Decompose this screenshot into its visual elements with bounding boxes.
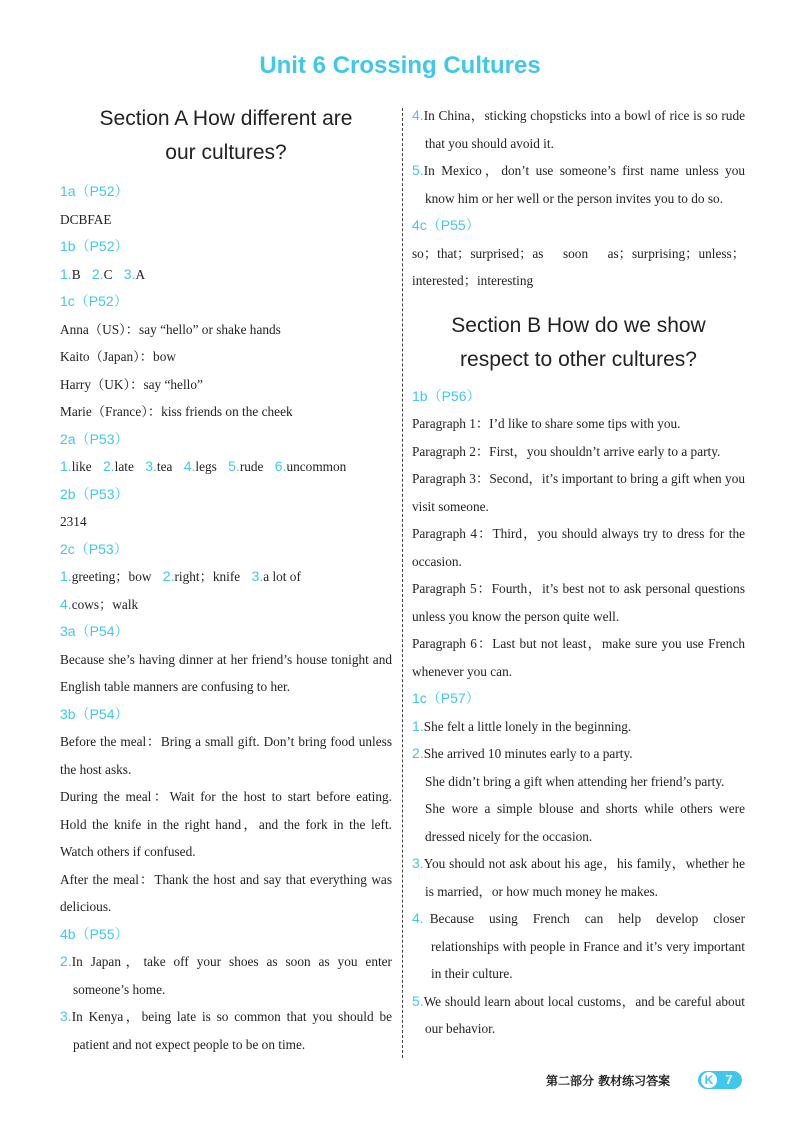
heading-2a: 2a（P53） xyxy=(60,430,129,447)
heading-1b: 1b（P52） xyxy=(60,238,129,254)
heading-4b: 4b（P55） xyxy=(60,925,129,942)
paragraph-answer: Paragraph 6：Last but not least，make sure you use French whenever you can. xyxy=(412,636,745,679)
answer-value: rude xyxy=(239,459,264,474)
item-number: 5. xyxy=(228,458,240,474)
item-number: 2. xyxy=(60,953,72,969)
item-number: 2. xyxy=(162,568,175,584)
answer-value: like xyxy=(71,459,92,474)
answer-text: In Mexico，don’t use someone’s first name unless you know him or her well or the person invites you to do so. xyxy=(423,163,745,206)
item-number: 2. xyxy=(102,458,115,474)
paragraph-answer: Paragraph 2：First，you shouldn’t arrive early to a party. xyxy=(412,443,721,459)
item-number: 3. xyxy=(60,1008,72,1024)
answer-1c-item xyxy=(412,850,745,905)
answer-2b: 2314 xyxy=(60,514,87,529)
answer-1c-subline: She didn’t bring a gift when attending her friend’s party. xyxy=(425,773,725,789)
answer-text: She arrived 10 minutes early to a party. xyxy=(423,746,633,761)
answer-text: You should not ask about his age，his family，whether he is married，or how much money he makes. xyxy=(423,856,745,899)
answer-1c-item xyxy=(412,713,745,741)
item-number: 1. xyxy=(60,265,72,282)
answer-value: greeting；bow xyxy=(71,569,152,584)
paragraph-answer: Paragraph 3：Second，it’s important to bring a gift when you visit someone. xyxy=(412,471,745,514)
heading-1a: 1a（P52） xyxy=(60,183,129,199)
item-number: 3. xyxy=(145,458,157,474)
answer-value: A xyxy=(135,266,146,282)
answer-1c-subline: She wore a simple blouse and shorts while others were dressed nicely for the occasion. xyxy=(425,801,745,844)
answer-4b-item xyxy=(60,1003,392,1058)
section-a-title-line1: Section A How different are xyxy=(99,107,353,130)
unit-title: Unit 6 Crossing Cultures xyxy=(259,52,541,79)
answer-text: In Kenya，being late is so common that you should be patient and not expect people to be on time. xyxy=(71,1009,392,1052)
answer-text: She felt a little lonely in the beginning. xyxy=(423,718,632,734)
heading-2c: 2c（P53） xyxy=(60,540,128,557)
answer-2c-line2 xyxy=(60,591,392,619)
answer-text: We should learn about local customs，and be careful about our behavior. xyxy=(423,993,745,1036)
answer-3b-after: After the meal：Thank the host and say that everything was delicious. xyxy=(60,871,392,914)
heading-3b: 3b（P54） xyxy=(60,705,129,722)
answer-value: a lot of xyxy=(263,569,301,584)
paragraph-answer: Paragraph 4：Third，you should always try to dress for the occasion. xyxy=(412,526,745,569)
answer-4b-item xyxy=(60,948,392,1003)
paragraph-answer: Paragraph 1：I’d like to share some tips with you. xyxy=(412,416,681,431)
paragraph-answer: Paragraph 5：Fourth，it’s best not to ask personal questions unless you know the person quite well. xyxy=(412,581,745,624)
answer-1b xyxy=(60,261,392,289)
item-number: 4. xyxy=(412,107,424,123)
section-a-title-line2: our cultures? xyxy=(165,141,287,164)
answer-value: right；knife xyxy=(174,569,241,584)
left-column xyxy=(60,102,392,1058)
answer-value: cows；walk xyxy=(71,596,139,612)
item-number: 5. xyxy=(412,992,424,1009)
item-number: 1. xyxy=(60,568,72,584)
item-number: 4. xyxy=(183,458,196,474)
answer-line: Harry（UK）：say “hello” xyxy=(60,376,203,392)
heading-1c: 1c（P57） xyxy=(412,690,480,706)
answer-text: Because using French can help develop closer relationships with people in France and it’s very important in their culture. xyxy=(429,911,745,981)
answer-value: B xyxy=(71,266,81,282)
answer-value: tea xyxy=(156,459,173,474)
page-badge xyxy=(698,1071,742,1089)
answer-value: uncommon xyxy=(286,459,347,474)
item-number: 2. xyxy=(91,265,104,282)
heading-4c: 4c（P55） xyxy=(412,217,480,233)
heading-1c: 1c（P52） xyxy=(60,293,128,309)
answer-2c-line1 xyxy=(60,563,392,591)
section-a-title xyxy=(60,102,392,170)
item-number: 2. xyxy=(412,745,424,761)
answer-line: Anna（US）：say “hello” or shake hands xyxy=(60,321,281,337)
right-column xyxy=(412,102,745,1043)
answer-line: Marie（France）：kiss friends on the cheek xyxy=(60,404,293,419)
heading-3a: 3a（P54） xyxy=(60,623,129,639)
answer-3b-before: Before the meal：Bring a small gift. Don’t bring food unless the host asks. xyxy=(60,734,392,777)
section-b-title xyxy=(412,309,745,377)
section-b-title-line1: Section B How do we show xyxy=(451,313,706,337)
item-number: 1. xyxy=(60,458,72,474)
answer-1a: DCBFAE xyxy=(60,211,112,227)
answer-value: legs xyxy=(195,459,217,474)
answer-4b-item xyxy=(412,157,745,212)
answer-3b-during: During the meal：Wait for the host to start before eating. Hold the knife in the right hand，and the fork in the left. Watch others if confused. xyxy=(60,789,392,859)
item-number: 6. xyxy=(274,458,287,474)
column-divider xyxy=(402,108,403,1058)
item-number: 5. xyxy=(412,162,424,178)
answer-text: In Japan，take off your shoes as soon as you enter someone’s home. xyxy=(71,954,392,997)
item-number: 4. xyxy=(60,595,72,612)
answer-1c-item xyxy=(412,740,745,768)
item-number: 1. xyxy=(412,717,424,734)
section-b-title-line2: respect to other cultures? xyxy=(460,347,697,371)
answer-3a: Because she’s having dinner at her friend’s house tonight and English table manners are confusing to her. xyxy=(60,651,392,694)
footer-label: 第二部分 教材练习答案 xyxy=(546,1074,671,1088)
heading-1b: 1b（P56） xyxy=(412,387,481,404)
answer-1c-item xyxy=(412,988,745,1043)
heading-2b: 2b（P53） xyxy=(60,485,129,502)
answer-line: Kaito（Japan）：bow xyxy=(60,349,176,364)
badge-letter: K xyxy=(701,1072,717,1088)
answer-2a xyxy=(60,453,392,481)
answer-text: In China，sticking chopsticks into a bowl of rice is so rude that you should avoid it. xyxy=(423,108,745,151)
item-number: 4. xyxy=(412,910,424,926)
answer-4c: so；that；surprised；as soon as；surprising；unless；interested；interesting xyxy=(412,245,745,288)
item-number: 3. xyxy=(412,855,424,871)
answer-value: C xyxy=(103,266,113,282)
answer-4b-item xyxy=(412,102,745,157)
answer-1c-item xyxy=(412,905,745,988)
item-number: 3. xyxy=(251,568,264,584)
item-number: 3. xyxy=(123,265,136,282)
page-number: 7 xyxy=(725,1072,733,1087)
answer-value: late xyxy=(114,459,134,474)
